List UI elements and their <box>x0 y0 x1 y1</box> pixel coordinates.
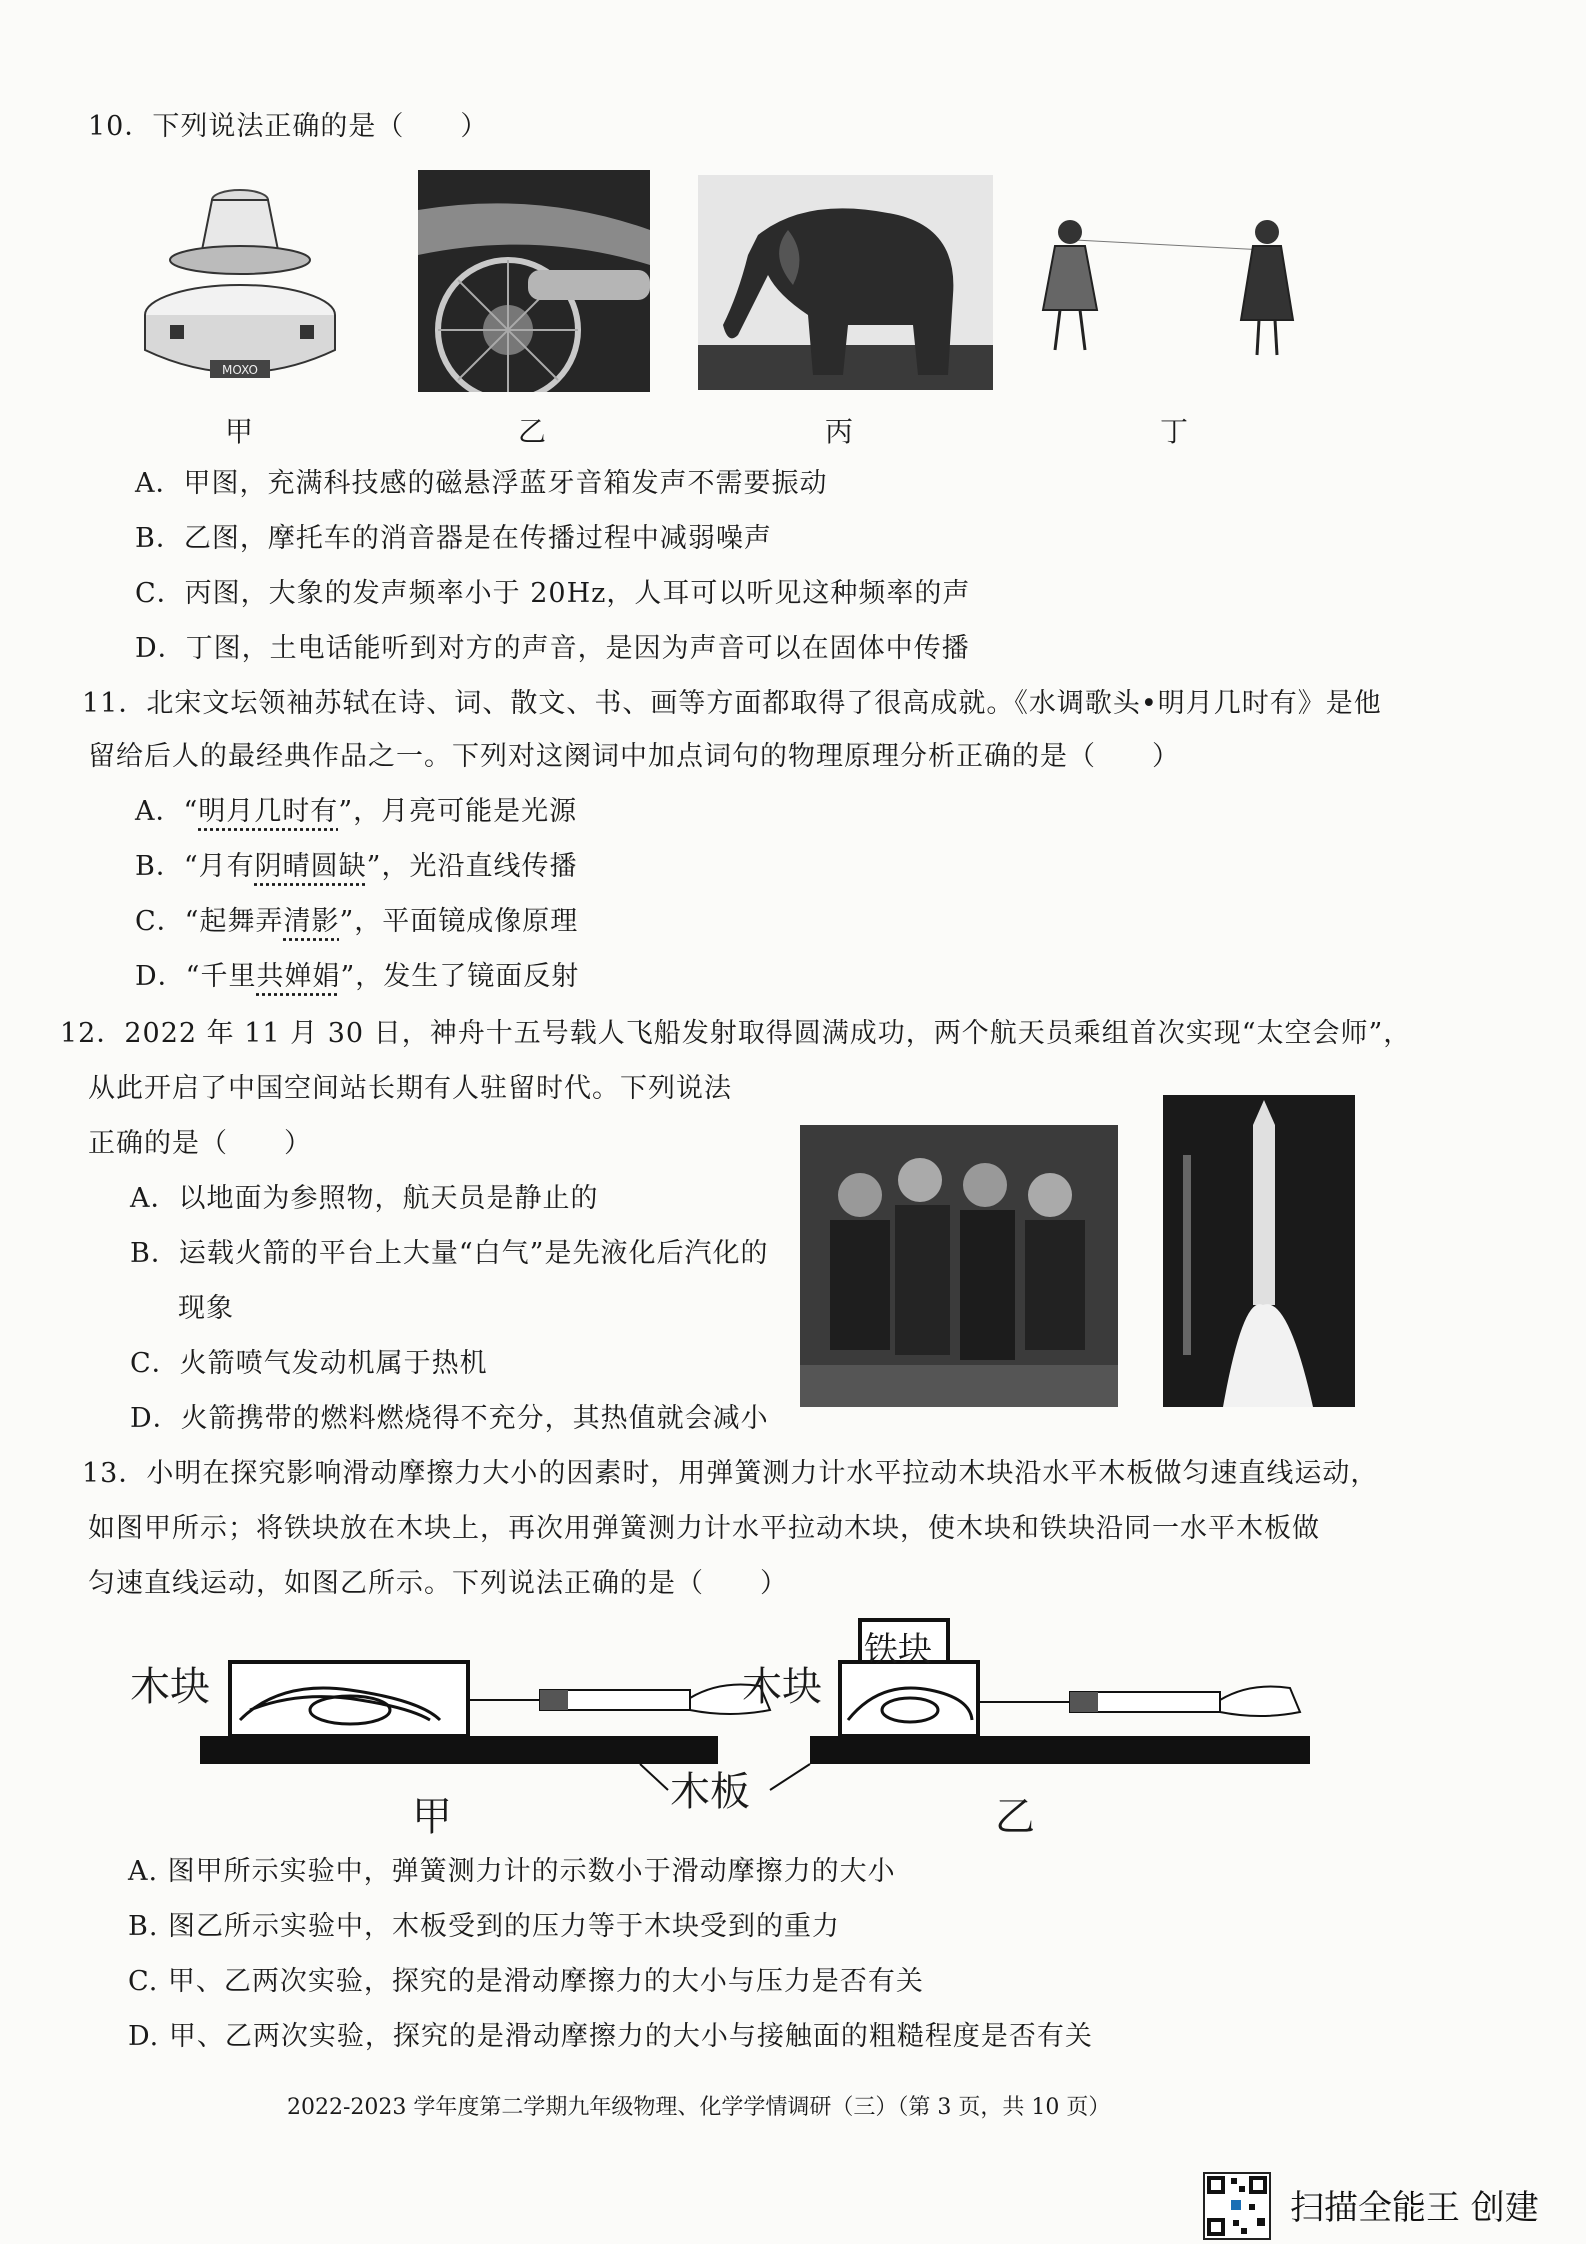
q12-option-c: C．火箭喷气发动机属于热机 <box>130 1348 488 1379</box>
q13-stem-line2: 如图甲所示；将铁块放在木块上，再次用弹簧测力计水平拉动木块，使木块和铁块沿同一水平木板做 <box>88 1513 1320 1544</box>
q12-option-a: A．以地面为参照物，航天员是静止的 <box>130 1183 599 1214</box>
speaker-brand: MOXO <box>222 363 258 377</box>
q13-stem-line1: 13．小明在探究影响滑动摩擦力大小的因素时，用弹簧测力计水平拉动木块沿水平木板做匀速直线运动， <box>82 1458 1379 1489</box>
astronauts-image <box>800 1125 1118 1407</box>
fig-label-block-left: 木块 <box>130 1664 210 1710</box>
q12-stem-line1: 12．2022 年 11 月 30 日，神舟十五号载人飞船发射取得圆满成功，两个航天员乘组首次实现“太空会师”， <box>60 1018 1412 1049</box>
scanner-watermark: 扫描全能王 创建 <box>1290 2188 1539 2228</box>
q13-option-a: A. 图甲所示实验中，弹簧测力计的示数小于滑动摩擦力的大小 <box>128 1856 896 1887</box>
q12-stem-line3: 正确的是（ ） <box>88 1128 312 1159</box>
elephant-image <box>698 175 993 390</box>
q10-option-c: C．丙图，大象的发声频率小于 20Hz，人耳可以听见这种频率的声 <box>135 578 971 609</box>
speaker-image <box>140 165 340 390</box>
q10-stem: 10．下列说法正确的是（ ） <box>88 111 489 142</box>
q10-caption-yi: 乙 <box>518 415 547 448</box>
q11-option-d-marked: 共婵娟 <box>256 961 341 992</box>
q11-option-a: A．“明月几时有”，月亮可能是光源 <box>135 796 578 827</box>
q13-stem-line3: 匀速直线运动，如图乙所示。下列说法正确的是（ ） <box>88 1568 788 1599</box>
q11-stem-line1: 11．北宋文坛领袖苏轼在诗、词、散文、书、画等方面都取得了很高成就。《水调歌头•明月几时有》是他 <box>82 688 1382 719</box>
q11-option-d: D．“千里共婵娟”，发生了镜面反射 <box>135 961 580 992</box>
q10-caption-jia: 甲 <box>225 415 254 448</box>
q10-option-a: A．甲图，充满科技感的磁悬浮蓝牙音箱发声不需要振动 <box>135 468 828 499</box>
page-footer: 2022-2023 学年度第二学期九年级物理、化学学情调研（三）（第 3 页，共 10 页） <box>287 2095 1111 2120</box>
q11-option-b-marked: 阴晴圆缺 <box>254 851 367 882</box>
q11-option-c: C．“起舞弄清影”，平面镜成像原理 <box>135 906 579 937</box>
q11-option-c-marked: 清影 <box>283 906 340 937</box>
q10-option-b: B．乙图，摩托车的消音器是在传播过程中减弱噪声 <box>135 523 772 554</box>
q12-option-d: D．火箭携带的燃料燃烧得不充分，其热值就会减小 <box>130 1403 769 1434</box>
q13-option-b: B. 图乙所示实验中，木板受到的压力等于木块受到的重力 <box>128 1911 841 1942</box>
qr-code-icon <box>1203 2172 1271 2240</box>
fig-label-jia: 甲 <box>412 1794 452 1840</box>
q12-option-b: B．运载火箭的平台上大量“白气”是先液化后汽化的 <box>130 1238 769 1269</box>
motorcycle-image <box>418 170 650 392</box>
q12-stem-line2: 从此开启了中国空间站长期有人驻留时代。下列说法 <box>88 1073 732 1104</box>
tin-can-phone-image <box>1025 210 1295 370</box>
fig-label-iron: 铁块 <box>864 1630 932 1670</box>
q10-caption-ding: 丁 <box>1160 415 1189 448</box>
rocket-launch-image <box>1163 1095 1355 1407</box>
q10-caption-bing: 丙 <box>825 415 854 448</box>
q10-option-d: D．丁图，土电话能听到对方的声音，是因为声音可以在固体中传播 <box>135 633 970 664</box>
q11-stem-line2: 留给后人的最经典作品之一。下列对这阕词中加点词句的物理原理分析正确的是（ ） <box>88 741 1180 772</box>
fig-label-block-right: 木块 <box>742 1664 822 1710</box>
fig-label-board: 木板 <box>670 1769 750 1815</box>
q11-option-a-marked: 明月几时有 <box>198 796 339 827</box>
q13-option-c: C. 甲、乙两次实验，探究的是滑动摩擦力的大小与压力是否有关 <box>128 1966 924 1997</box>
fig-label-yi: 乙 <box>995 1794 1035 1840</box>
q12-option-b-cont: 现象 <box>178 1293 234 1324</box>
q11-option-b: B．“月有阴晴圆缺”，光沿直线传播 <box>135 851 578 882</box>
q13-option-d: D. 甲、乙两次实验，探究的是滑动摩擦力的大小与接触面的粗糙程度是否有关 <box>128 2021 1093 2052</box>
